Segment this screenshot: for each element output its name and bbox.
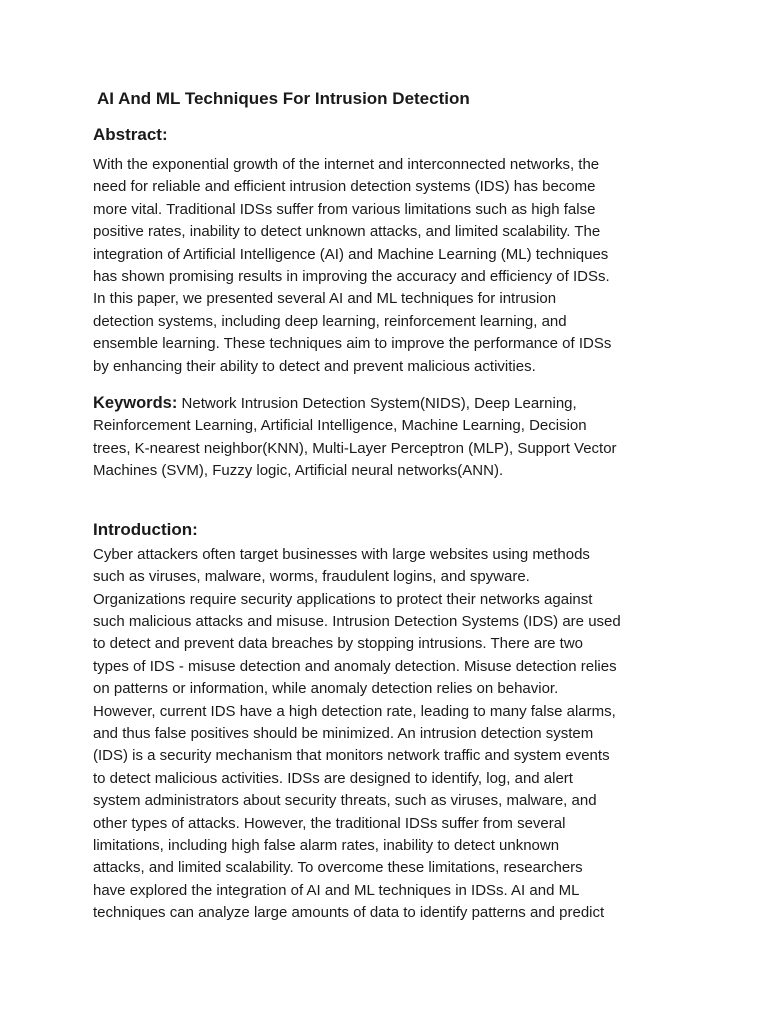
abstract-line: by enhancing their ability to detect and prevent malicious activities. bbox=[93, 357, 536, 375]
introduction-line: on patterns or information, while anomaly detection relies on behavior. bbox=[93, 680, 559, 698]
introduction-line: such malicious attacks and misuse. Intrusion Detection Systems (IDS) are used bbox=[93, 612, 621, 630]
introduction-line: types of IDS - misuse detection and anomaly detection. Misuse detection relies bbox=[93, 657, 617, 675]
keywords-line: trees, K-nearest neighbor(KNN), Multi-Layer Perceptron (MLP), Support Vector bbox=[93, 439, 617, 457]
abstract-paragraph bbox=[93, 154, 683, 378]
abstract-line: In this paper, we presented several AI and ML techniques for intrusion bbox=[93, 290, 557, 308]
document-page bbox=[93, 86, 683, 925]
keywords-text: Network Intrusion Detection System(NIDS), Deep Learning, bbox=[177, 395, 577, 413]
introduction-line: attacks, and limited scalability. To overcome these limitations, researchers bbox=[93, 859, 583, 877]
introduction-line: to detect and prevent data breaches by stopping intrusions. There are two bbox=[93, 635, 584, 653]
abstract-line: has shown promising results in improving the accuracy and efficiency of IDSs. bbox=[93, 268, 610, 286]
introduction-line: have explored the integration of AI and ML techniques in IDSs. AI and ML bbox=[93, 881, 580, 899]
abstract-heading: Abstract: bbox=[93, 125, 168, 144]
keywords-paragraph bbox=[93, 392, 683, 483]
document-title: AI And ML Techniques For Intrusion Detection bbox=[97, 89, 470, 108]
keywords-label: Keywords: bbox=[93, 394, 178, 413]
introduction-line: other types of attacks. However, the traditional IDSs suffer from several bbox=[93, 814, 566, 832]
keywords-first-line bbox=[93, 392, 683, 415]
abstract-line: With the exponential growth of the internet and interconnected networks, the bbox=[93, 156, 600, 173]
introduction-line: system administrators about security threats, such as viruses, malware, and bbox=[93, 792, 597, 810]
introduction-line: techniques can analyze large amounts of data to identify patterns and predict bbox=[93, 904, 605, 922]
introduction-line: such as viruses, malware, worms, fraudulent logins, and spyware. bbox=[93, 568, 530, 586]
abstract-line: need for reliable and efficient intrusion detection systems (IDS) has become bbox=[93, 178, 596, 196]
introduction-line: to detect malicious activities. IDSs are designed to identify, log, and alert bbox=[93, 769, 573, 787]
introduction-line: and thus false positives should be minimized. An intrusion detection system bbox=[93, 724, 594, 742]
introduction-line: Cyber attackers often target businesses with large websites using methods bbox=[93, 545, 590, 563]
introduction-line: Organizations require security applications to protect their networks against bbox=[93, 590, 593, 608]
abstract-line: ensemble learning. These techniques aim to improve the performance of IDSs bbox=[93, 335, 612, 353]
introduction-paragraph bbox=[93, 544, 683, 925]
abstract-line: detection systems, including deep learning, reinforcement learning, and bbox=[93, 312, 567, 330]
introduction-line: (IDS) is a security mechanism that monitors network traffic and system events bbox=[93, 747, 610, 765]
keywords-line: Machines (SVM), Fuzzy logic, Artificial neural networks(ANN). bbox=[93, 462, 504, 480]
introduction-heading: Introduction: bbox=[93, 519, 198, 539]
abstract-line: positive rates, inability to detect unknown attacks, and limited scalability. The bbox=[93, 223, 601, 241]
introduction-line: limitations, including high false alarm rates, inability to detect unknown bbox=[93, 836, 560, 854]
introduction-line: However, current IDS have a high detection rate, leading to many false alarms, bbox=[93, 702, 616, 720]
abstract-line: more vital. Traditional IDSs suffer from various limitations such as high false bbox=[93, 200, 596, 218]
keywords-line: Reinforcement Learning, Artificial Intelligence, Machine Learning, Decision bbox=[93, 417, 587, 435]
abstract-line: integration of Artificial Intelligence (AI) and Machine Learning (ML) techniques bbox=[93, 245, 609, 263]
